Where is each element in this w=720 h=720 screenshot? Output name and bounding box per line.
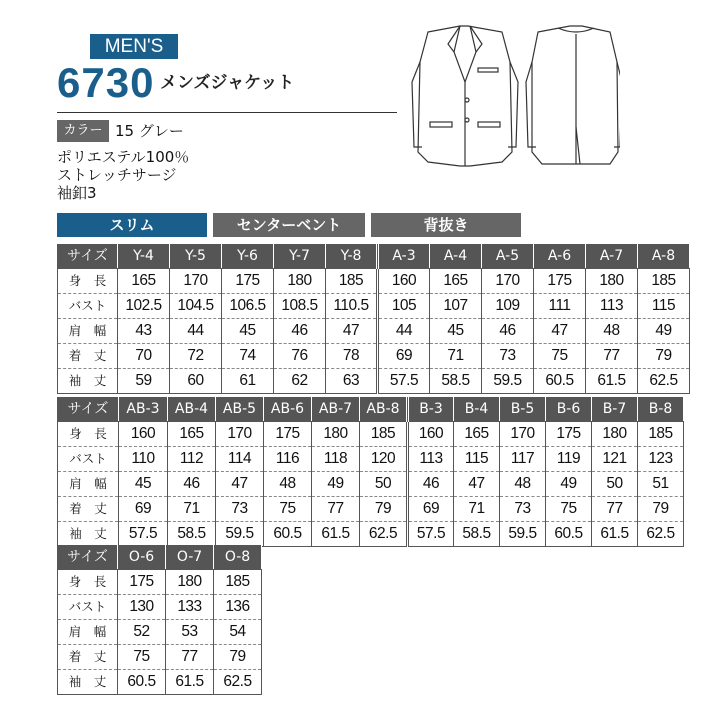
value-cell: 106.5 [222, 294, 274, 319]
feature-center-vent: センターベント [213, 213, 365, 237]
value-cell: 47 [216, 472, 264, 497]
value-cell: 110 [119, 447, 168, 472]
size-cell: AB-5 [216, 397, 264, 422]
value-cell: 185 [638, 269, 690, 294]
value-cell: 47 [326, 319, 378, 344]
value-cell: 49 [546, 472, 592, 497]
value-cell: 63 [326, 369, 378, 394]
value-cell: 62.5 [360, 522, 408, 547]
row-label: 袖 丈 [58, 369, 118, 394]
value-cell: 79 [638, 497, 684, 522]
value-cell: 69 [119, 497, 168, 522]
value-cell: 59.5 [482, 369, 534, 394]
value-cell: 109 [482, 294, 534, 319]
spec-buttons: 袖釦3 [57, 184, 97, 202]
value-cell: 114 [216, 447, 264, 472]
size-header-row [58, 545, 262, 570]
table-row [58, 670, 262, 695]
value-cell: 175 [118, 570, 166, 595]
spec-fabric: ストレッチサージ [57, 166, 177, 184]
row-label: 身 長 [58, 422, 119, 447]
value-cell: 111 [534, 294, 586, 319]
value-cell: 180 [592, 422, 638, 447]
size-table-ab-b [57, 397, 684, 547]
value-cell: 185 [326, 269, 378, 294]
value-cell: 46 [168, 472, 216, 497]
value-cell: 77 [312, 497, 360, 522]
value-cell: 57.5 [408, 522, 454, 547]
value-cell: 165 [168, 422, 216, 447]
row-label: 袖 丈 [58, 670, 118, 695]
value-cell: 180 [274, 269, 326, 294]
value-cell: 45 [430, 319, 482, 344]
value-cell: 102.5 [118, 294, 170, 319]
table-row [58, 595, 262, 620]
value-cell: 120 [360, 447, 408, 472]
value-cell: 110.5 [326, 294, 378, 319]
value-cell: 57.5 [119, 522, 168, 547]
size-cell: A-5 [482, 244, 534, 269]
size-cell: AB-6 [264, 397, 312, 422]
size-cell: B-7 [592, 397, 638, 422]
value-cell: 53 [166, 620, 214, 645]
value-cell: 48 [264, 472, 312, 497]
value-cell: 175 [264, 422, 312, 447]
value-cell: 74 [222, 344, 274, 369]
value-cell: 77 [586, 344, 638, 369]
size-cell: B-6 [546, 397, 592, 422]
row-label: サイズ [58, 397, 119, 422]
value-cell: 62 [274, 369, 326, 394]
table-row [58, 369, 690, 394]
value-cell: 175 [546, 422, 592, 447]
value-cell: 52 [118, 620, 166, 645]
value-cell: 71 [454, 497, 500, 522]
value-cell: 133 [166, 595, 214, 620]
value-cell: 71 [168, 497, 216, 522]
row-label: 肩 幅 [58, 472, 119, 497]
value-cell: 75 [118, 645, 166, 670]
table-row [58, 344, 690, 369]
value-cell: 61.5 [586, 369, 638, 394]
value-cell: 77 [166, 645, 214, 670]
value-cell: 46 [482, 319, 534, 344]
size-cell: AB-4 [168, 397, 216, 422]
table-row [58, 422, 684, 447]
size-cell: AB-3 [119, 397, 168, 422]
value-cell: 45 [119, 472, 168, 497]
size-cell: B-8 [638, 397, 684, 422]
row-label: バスト [58, 447, 119, 472]
value-cell: 180 [586, 269, 638, 294]
spec-material: ポリエステル100％ [57, 148, 190, 166]
value-cell: 75 [264, 497, 312, 522]
value-cell: 71 [430, 344, 482, 369]
value-cell: 115 [454, 447, 500, 472]
value-cell: 57.5 [378, 369, 430, 394]
color-label: カラー [57, 120, 109, 142]
size-cell: A-3 [378, 244, 430, 269]
value-cell: 43 [118, 319, 170, 344]
size-cell: AB-8 [360, 397, 408, 422]
value-cell: 108.5 [274, 294, 326, 319]
value-cell: 58.5 [168, 522, 216, 547]
value-cell: 59 [118, 369, 170, 394]
value-cell: 130 [118, 595, 166, 620]
value-cell: 170 [216, 422, 264, 447]
value-cell: 61.5 [166, 670, 214, 695]
size-cell: Y-5 [170, 244, 222, 269]
size-cell: O-8 [214, 545, 262, 570]
value-cell: 75 [534, 344, 586, 369]
row-label: 肩 幅 [58, 620, 118, 645]
value-cell: 136 [214, 595, 262, 620]
color-value: 15 グレー [115, 122, 184, 140]
value-cell: 77 [592, 497, 638, 522]
value-cell: 118 [312, 447, 360, 472]
value-cell: 185 [360, 422, 408, 447]
value-cell: 62.5 [638, 369, 690, 394]
size-cell: O-7 [166, 545, 214, 570]
mens-badge: MEN'S [90, 34, 178, 59]
size-header-row [58, 244, 690, 269]
value-cell: 175 [222, 269, 274, 294]
size-cell: O-6 [118, 545, 166, 570]
value-cell: 49 [312, 472, 360, 497]
value-cell: 105 [378, 294, 430, 319]
value-cell: 123 [638, 447, 684, 472]
value-cell: 170 [500, 422, 546, 447]
row-label: 肩 幅 [58, 319, 118, 344]
value-cell: 104.5 [170, 294, 222, 319]
size-cell: A-7 [586, 244, 638, 269]
row-label: 着 丈 [58, 497, 119, 522]
table-row [58, 319, 690, 344]
size-table-o [57, 545, 262, 695]
value-cell: 165 [430, 269, 482, 294]
size-cell: B-4 [454, 397, 500, 422]
value-cell: 116 [264, 447, 312, 472]
table-row [58, 269, 690, 294]
row-label: 着 丈 [58, 645, 118, 670]
value-cell: 44 [378, 319, 430, 344]
size-header-row [58, 397, 684, 422]
value-cell: 117 [500, 447, 546, 472]
row-label: 袖 丈 [58, 522, 119, 547]
value-cell: 48 [586, 319, 638, 344]
table-row [58, 522, 684, 547]
row-label: サイズ [58, 244, 118, 269]
value-cell: 185 [214, 570, 262, 595]
value-cell: 160 [378, 269, 430, 294]
value-cell: 61.5 [592, 522, 638, 547]
value-cell: 54 [214, 620, 262, 645]
value-cell: 78 [326, 344, 378, 369]
value-cell: 113 [586, 294, 638, 319]
value-cell: 107 [430, 294, 482, 319]
value-cell: 62.5 [214, 670, 262, 695]
value-cell: 46 [274, 319, 326, 344]
value-cell: 180 [312, 422, 360, 447]
row-label: バスト [58, 595, 118, 620]
value-cell: 60 [170, 369, 222, 394]
model-number: 6730 [57, 59, 155, 106]
value-cell: 69 [378, 344, 430, 369]
value-cell: 70 [118, 344, 170, 369]
size-table-y-a [57, 244, 690, 394]
value-cell: 75 [546, 497, 592, 522]
value-cell: 62.5 [638, 522, 684, 547]
row-label: バスト [58, 294, 118, 319]
product-name: メンズジャケット [160, 73, 295, 93]
value-cell: 180 [166, 570, 214, 595]
value-cell: 60.5 [546, 522, 592, 547]
value-cell: 73 [482, 344, 534, 369]
value-cell: 160 [119, 422, 168, 447]
value-cell: 60.5 [118, 670, 166, 695]
value-cell: 47 [534, 319, 586, 344]
size-cell: Y-4 [118, 244, 170, 269]
value-cell: 44 [170, 319, 222, 344]
value-cell: 60.5 [534, 369, 586, 394]
table-row [58, 620, 262, 645]
table-row [58, 472, 684, 497]
value-cell: 50 [360, 472, 408, 497]
value-cell: 73 [500, 497, 546, 522]
value-cell: 170 [482, 269, 534, 294]
value-cell: 59.5 [500, 522, 546, 547]
jacket-illustration [410, 22, 620, 172]
value-cell: 185 [638, 422, 684, 447]
value-cell: 165 [118, 269, 170, 294]
feature-half-lined: 背抜き [371, 213, 521, 237]
value-cell: 58.5 [430, 369, 482, 394]
size-cell: B-3 [408, 397, 454, 422]
size-cell: B-5 [500, 397, 546, 422]
value-cell: 48 [500, 472, 546, 497]
table-row [58, 645, 262, 670]
table-row [58, 447, 684, 472]
value-cell: 115 [638, 294, 690, 319]
value-cell: 72 [170, 344, 222, 369]
size-cell: Y-6 [222, 244, 274, 269]
value-cell: 79 [360, 497, 408, 522]
value-cell: 79 [638, 344, 690, 369]
size-cell: A-4 [430, 244, 482, 269]
header-divider [57, 112, 397, 113]
row-label: サイズ [58, 545, 118, 570]
value-cell: 58.5 [454, 522, 500, 547]
value-cell: 59.5 [216, 522, 264, 547]
row-label: 着 丈 [58, 344, 118, 369]
value-cell: 47 [454, 472, 500, 497]
value-cell: 51 [638, 472, 684, 497]
value-cell: 119 [546, 447, 592, 472]
size-cell: Y-7 [274, 244, 326, 269]
value-cell: 69 [408, 497, 454, 522]
size-cell: A-8 [638, 244, 690, 269]
feature-slim: スリム [57, 213, 207, 237]
value-cell: 46 [408, 472, 454, 497]
value-cell: 160 [408, 422, 454, 447]
table-row [58, 294, 690, 319]
value-cell: 121 [592, 447, 638, 472]
value-cell: 112 [168, 447, 216, 472]
value-cell: 61 [222, 369, 274, 394]
value-cell: 50 [592, 472, 638, 497]
table-row [58, 570, 262, 595]
value-cell: 113 [408, 447, 454, 472]
size-cell: Y-8 [326, 244, 378, 269]
value-cell: 45 [222, 319, 274, 344]
value-cell: 76 [274, 344, 326, 369]
size-cell: A-6 [534, 244, 586, 269]
row-label: 身 長 [58, 269, 118, 294]
table-row [58, 497, 684, 522]
value-cell: 79 [214, 645, 262, 670]
row-label: 身 長 [58, 570, 118, 595]
value-cell: 61.5 [312, 522, 360, 547]
value-cell: 165 [454, 422, 500, 447]
size-cell: AB-7 [312, 397, 360, 422]
value-cell: 170 [170, 269, 222, 294]
value-cell: 49 [638, 319, 690, 344]
value-cell: 73 [216, 497, 264, 522]
value-cell: 60.5 [264, 522, 312, 547]
value-cell: 175 [534, 269, 586, 294]
